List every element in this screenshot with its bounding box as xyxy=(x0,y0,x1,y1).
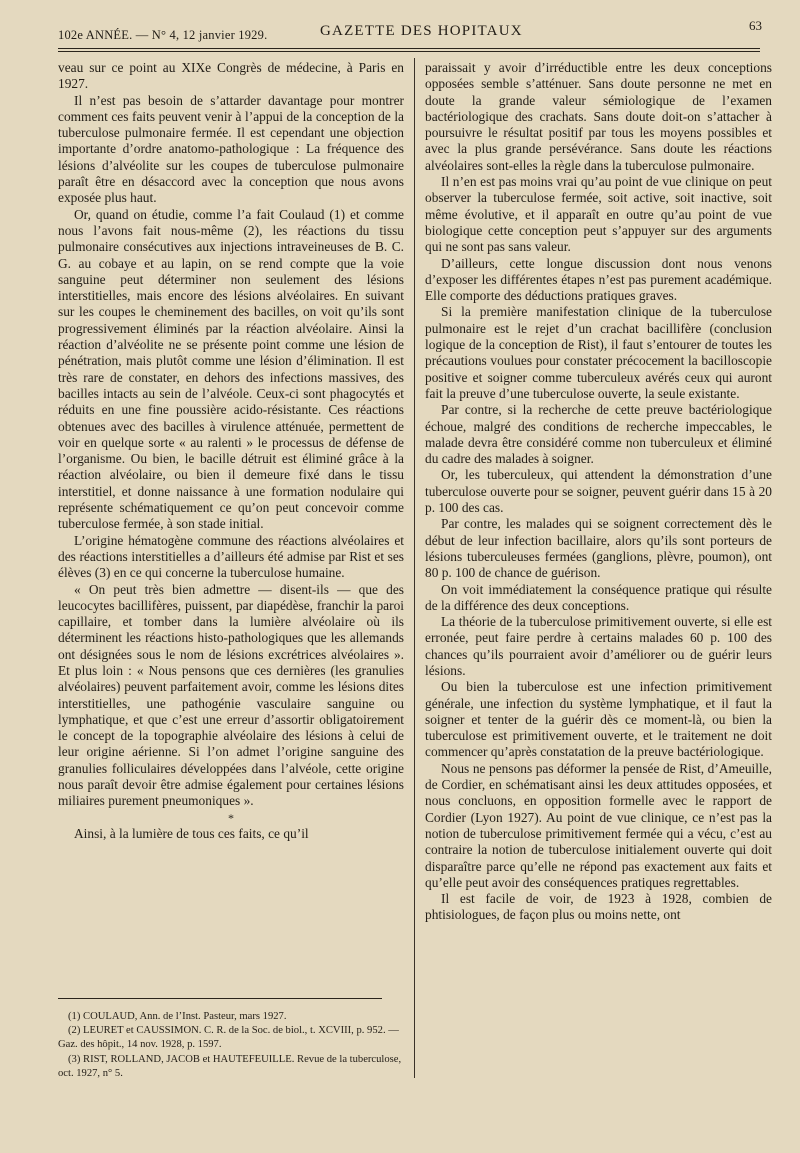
paragraph: « On peut très bien admettre — disent-ils — que des leucocytes bacillifères, puissent, par diapédèse, franchir la paroi capillaire, et tomber dans la lumière alvéolaire où ils déterminent les réactions histo-pathologiques que les allemands ont désignées sous le nom de lésions excrétrices alvéolaires ». Et plus loin : « Nous pensons que ces dernières (les granulies alvéolaires) peuvent parfaitement avoir, comme les lésions dites interstitielles, une pathogénie vasculaire sanguine ou lymphatique, et que c’est une erreur d’assortir obligatoirement le concept de la topographie alvéolaire des lésions à celui de leur origine aérienne. Si l’on admet l’origine sanguine des granulies folliculaires développées dans l’alvéole, cette origine nous paraît devoir être admise également pour certaines lésions miliaires purement pneumoniques ». xyxy=(58,581,404,809)
paragraph: Or, quand on étudie, comme l’a fait Coulaud (1) et comme nous l’avons fait nous-même (2), les réactions du tissu pulmonaire consécutives aux injections intraveineuses de B. C. G. au cobaye et au lapin, on se rend compte que la voie sanguine peut déterminer non seulement des lésions interstitielles, mais encore des lésions alvéolaires. En suivant sur les coupes le cheminement des bacilles, on voit qu’ils sont progressivement éliminés par la réaction alvéolaire. Ainsi la réaction d’alvéolite ne se présente point comme une lésion de pénétration, mais plutôt comme une lésion d’élimination. Il est très rare de constater, en dehors des infections massives, des bacilles intacts au sein de l’alvéole. Ceux-ci sont phagocytés et réduits en une fine poussière acido-résistante. Ces réactions obtenues avec des bacilles à virulence atténuée, permettent de voir en quelque sorte « au ralenti » le processus de défense de l’organisme. Ou bien, le bacille détruit est éliminé grâce à la réaction alvéolaire, ou bien il demeure fixé dans le tissu interstitiel, et donne naissance à une formation nodulaire qui représente schématiquement ce qu’on peut concevoir comme tuberculose fermée, à son stade initial. xyxy=(58,206,404,532)
paragraph: D’ailleurs, cette longue discussion dont nous venons d’exposer les différentes étapes n’est pas purement académique. Elle comporte des déductions pratiques graves. xyxy=(425,255,772,304)
header-rule xyxy=(58,48,760,49)
issue-info: 102e ANNÉE. — N° 4, 12 janvier 1929. xyxy=(58,28,268,42)
left-column xyxy=(58,60,404,842)
paragraph: Ou bien la tuberculose est une infection primitivement générale, une infection du système lymphatique, et il faut la soigner et tenter de la guérir dès ce moment-là, ou bien la tuberculose est primitivement ouverte, et le traitement ne doit commencer qu’après constatation de la preuve bactériologique. xyxy=(425,679,772,760)
paragraph: veau sur ce point au XIXe Congrès de médecine, à Paris en 1927. xyxy=(58,60,404,92)
journal-title: GAZETTE DES HOPITAUX xyxy=(320,23,523,39)
page-header xyxy=(58,18,768,44)
column-divider xyxy=(414,58,415,1078)
footnote: (1) COULAUD, Ann. de l’Inst. Pasteur, mars 1927. xyxy=(68,1011,287,1022)
section-separator: * xyxy=(228,810,234,825)
paragraph: Il est facile de voir, de 1923 à 1928, combien de phtisiologues, de façon plus ou moins nette, ont xyxy=(425,891,772,923)
header-rule-double xyxy=(58,51,760,52)
paragraph: Il n’est pas besoin de s’attarder davantage pour montrer comment ces faits peuvent venir à l’appui de la conception de la tuberculose pulmonaire fermée. Il est cependant une objection importante d’ordre anatomo-pathologique : La fréquence des lésions d’alvéolite sur les coupes de tuberculose pulmonaire paraît être en désaccord avec la conception que nous avons exposée plus haut. xyxy=(58,92,404,206)
paragraph: L’origine hématogène commune des réactions alvéolaires et des réactions interstitielles a d’ailleurs été admise par Rist et ses élèves (3) en ce qui concerne la tuberculose humaine. xyxy=(58,532,404,581)
footnote: (2) LEURET et CAUSSIMON. C. R. de la Soc. de biol., t. XCVIII, p. 952. — Gaz. des hôpit., 14 nov. 1928, p. 1597. xyxy=(58,1025,399,1051)
right-column xyxy=(425,60,772,924)
paragraph: On voit immédiatement la conséquence pratique qui résulte de la différence des deux conceptions. xyxy=(425,581,772,613)
paragraph: La théorie de la tuberculose primitivement ouverte, si elle est erronée, peut faire perdre à certains malades 60 p. 100 des chances qu’ils pourraient avoir d’améliorer ou de guérir leurs lésions. xyxy=(425,614,772,678)
paragraph: Or, les tuberculeux, qui attendent la démonstration d’une tuberculose ouverte pour se soigner, peuvent guérir dans 15 à 20 p. 100 des cas. xyxy=(425,467,772,516)
paragraph: Par contre, les malades qui se soignent correctement dès le début de leur infection bacillaire, alors qu’ils sont porteurs de lésions tuberculeuses fermées (ganglions, plèvre, poumon), ont 80 p. 100 de chance de guérison. xyxy=(425,516,772,581)
paragraph: Il n’en est pas moins vrai qu’au point de vue clinique on peut observer la tuberculose fermée, soit active, soit inactive, soit même évolutive, et il apparaît en outre qu’au point de vue biologique cette conception peut s’appuyer sur des arguments qui ne sont pas sans valeur. xyxy=(425,174,772,255)
paragraph: paraissait y avoir d’irréductible entre les deux conceptions opposées semble s’atténuer. Sans doute personne ne met en doute la grande valeur sémiologique de l’examen bactériologique des crachats. Sans doute doit-on s’attacher à poursuivre le résultat positif par tous les moyens possibles et avec la plus grande persévérance. Sans doute les réactions alvéolaires sont-elles la règle dans la tuberculose pulmonaire. xyxy=(425,60,772,173)
paragraph: Ainsi, à la lumière de tous ces faits, ce qu’il xyxy=(74,825,309,841)
page-number: 63 xyxy=(749,18,762,33)
footnote: (3) RIST, ROLLAND, JACOB et HAUTEFEUILLE. Revue de la tuberculose, oct. 1927, n° 5. xyxy=(58,1053,402,1079)
paragraph: Nous ne pensons pas déformer la pensée de Rist, d’Ameuille, de Cordier, en schématisant ainsi les deux attitudes opposées, et nous concluons, en opposition formelle avec le rapport de Cordier (Lyon 1927). Au point de vue clinique, ce n’est pas la notion de tuberculose primitivement fermée qui a vécu, c’est au contraire la notion de tuberculose initialement ouverte qui doit disparaître parce qu’elle ne répond pas exactement aux faits et qu’elle peut avoir des conséquences pratiques regrettables. xyxy=(425,760,772,890)
footnote-rule xyxy=(58,998,382,999)
paragraph: Si la première manifestation clinique de la tuberculose pulmonaire est le rejet d’un crachat bacillifère (conclusion logique de la conception de Rist), il faut s’entourer de toutes les précautions voulues pour constater précocement la bacilloscopie positive et soigner comme tuberculeux avérés ceux qui auront fait la preuve d’une tuberculose ouverte, la seule existante. xyxy=(425,304,772,401)
footnotes xyxy=(58,1010,404,1081)
paragraph: Par contre, si la recherche de cette preuve bactériologique échoue, malgré des conditions de recherche impeccables, le malade devra être considéré comme non tuberculeux et éliminé du cadre des malades à soigner. xyxy=(425,402,772,467)
